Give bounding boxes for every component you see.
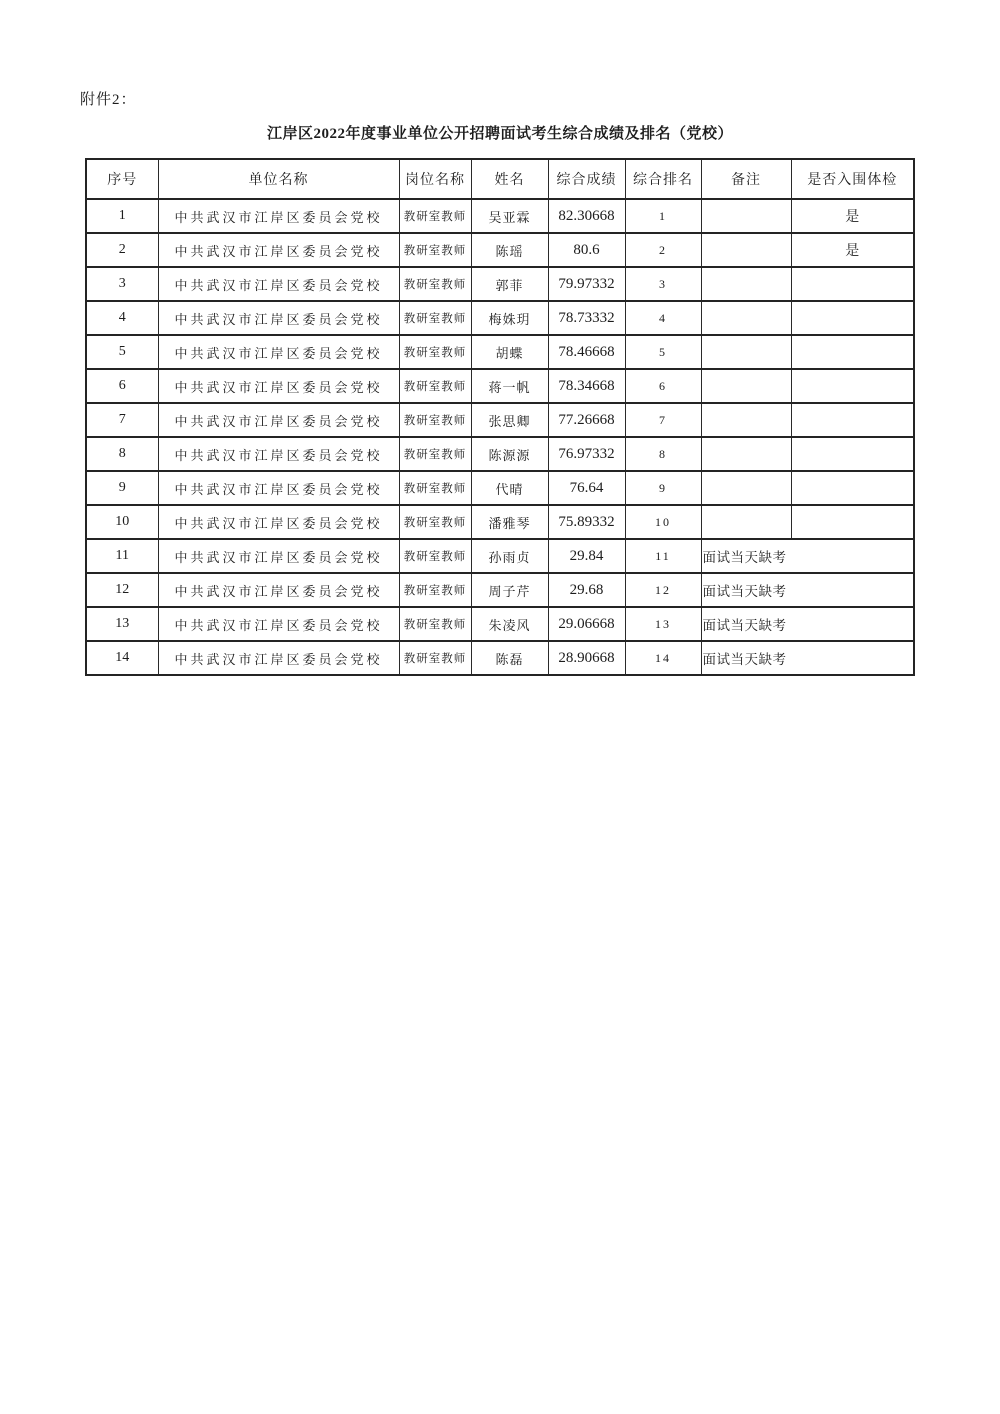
composite-score-cell: 78.46668	[548, 335, 625, 369]
row-number-cell: 7	[86, 403, 158, 437]
shortlisted-status-cell	[791, 403, 914, 437]
row-number-cell: 14	[86, 641, 158, 675]
shortlisted-status-cell	[791, 369, 914, 403]
position-name-cell: 教研室教师	[399, 471, 471, 505]
composite-score-cell: 78.73332	[548, 301, 625, 335]
page-title: 江岸区2022年度事业单位公开招聘面试考生综合成绩及排名（党校）	[266, 126, 733, 142]
table-row	[86, 403, 914, 437]
remark-cell	[701, 267, 791, 301]
composite-rank-cell: 1	[625, 199, 701, 233]
table-row	[86, 573, 914, 607]
shortlisted-status-cell: 是	[791, 233, 914, 267]
composite-score-cell: 78.34668	[548, 369, 625, 403]
unit-name-cell: 中共武汉市江岸区委员会党校	[158, 539, 399, 573]
candidate-name-cell: 周子芹	[471, 573, 548, 607]
candidate-name-cell: 朱凌风	[471, 607, 548, 641]
table-row	[86, 641, 914, 675]
results-table-body	[86, 199, 914, 675]
position-name-cell: 教研室教师	[399, 539, 471, 573]
table-row	[86, 539, 914, 573]
candidate-name-cell: 吴亚霖	[471, 199, 548, 233]
composite-rank-cell: 13	[625, 607, 701, 641]
composite-score-cell: 75.89332	[548, 505, 625, 539]
column-header-position: 岗位名称	[399, 159, 471, 199]
unit-name-cell: 中共武汉市江岸区委员会党校	[158, 199, 399, 233]
composite-score-cell: 79.97332	[548, 267, 625, 301]
candidate-name-cell: 梅姝玥	[471, 301, 548, 335]
row-number-cell: 11	[86, 539, 158, 573]
remark-cell	[701, 335, 791, 369]
shortlisted-status-cell	[791, 301, 914, 335]
unit-name-cell: 中共武汉市江岸区委员会党校	[158, 233, 399, 267]
remark-cell	[701, 403, 791, 437]
table-row	[86, 267, 914, 301]
row-number-cell: 4	[86, 301, 158, 335]
shortlisted-status-cell	[791, 335, 914, 369]
unit-name-cell: 中共武汉市江岸区委员会党校	[158, 267, 399, 301]
row-number-cell: 2	[86, 233, 158, 267]
candidate-name-cell: 孙雨贞	[471, 539, 548, 573]
position-name-cell: 教研室教师	[399, 301, 471, 335]
table-row	[86, 301, 914, 335]
remark-cell-merged: 面试当天缺考	[701, 641, 914, 675]
position-name-cell: 教研室教师	[399, 233, 471, 267]
candidate-name-cell: 蒋一帆	[471, 369, 548, 403]
shortlisted-status-cell: 是	[791, 199, 914, 233]
candidate-name-cell: 郭菲	[471, 267, 548, 301]
composite-rank-cell: 14	[625, 641, 701, 675]
candidate-name-cell: 陈瑶	[471, 233, 548, 267]
position-name-cell: 教研室教师	[399, 199, 471, 233]
composite-rank-cell: 4	[625, 301, 701, 335]
position-name-cell: 教研室教师	[399, 641, 471, 675]
remark-cell	[701, 301, 791, 335]
unit-name-cell: 中共武汉市江岸区委员会党校	[158, 403, 399, 437]
shortlisted-status-cell	[791, 267, 914, 301]
remark-cell	[701, 437, 791, 471]
candidate-name-cell: 张思卿	[471, 403, 548, 437]
row-number-cell: 1	[86, 199, 158, 233]
remark-cell-merged: 面试当天缺考	[701, 573, 914, 607]
position-name-cell: 教研室教师	[399, 573, 471, 607]
unit-name-cell: 中共武汉市江岸区委员会党校	[158, 471, 399, 505]
attachment-label: 附件2：	[80, 92, 137, 108]
composite-rank-cell: 6	[625, 369, 701, 403]
unit-name-cell: 中共武汉市江岸区委员会党校	[158, 369, 399, 403]
table-row	[86, 607, 914, 641]
composite-score-cell: 29.68	[548, 573, 625, 607]
column-header-rank: 综合排名	[625, 159, 701, 199]
composite-rank-cell: 2	[625, 233, 701, 267]
table-row	[86, 505, 914, 539]
row-number-cell: 10	[86, 505, 158, 539]
column-header-shortlisted: 是否入围体检	[791, 159, 914, 199]
position-name-cell: 教研室教师	[399, 369, 471, 403]
position-name-cell: 教研室教师	[399, 437, 471, 471]
candidate-name-cell: 代晴	[471, 471, 548, 505]
composite-rank-cell: 8	[625, 437, 701, 471]
row-number-cell: 8	[86, 437, 158, 471]
column-header-name: 姓名	[471, 159, 548, 199]
composite-score-cell: 77.26668	[548, 403, 625, 437]
row-number-cell: 5	[86, 335, 158, 369]
unit-name-cell: 中共武汉市江岸区委员会党校	[158, 607, 399, 641]
table-row	[86, 335, 914, 369]
remark-cell	[701, 471, 791, 505]
remark-cell-merged: 面试当天缺考	[701, 539, 914, 573]
composite-score-cell: 29.06668	[548, 607, 625, 641]
table-row	[86, 233, 914, 267]
remark-cell	[701, 369, 791, 403]
composite-score-cell: 80.6	[548, 233, 625, 267]
row-number-cell: 3	[86, 267, 158, 301]
remark-cell-merged: 面试当天缺考	[701, 607, 914, 641]
composite-rank-cell: 3	[625, 267, 701, 301]
unit-name-cell: 中共武汉市江岸区委员会党校	[158, 505, 399, 539]
unit-name-cell: 中共武汉市江岸区委员会党校	[158, 335, 399, 369]
candidate-name-cell: 胡蝶	[471, 335, 548, 369]
row-number-cell: 13	[86, 607, 158, 641]
remark-cell	[701, 199, 791, 233]
row-number-cell: 12	[86, 573, 158, 607]
composite-score-cell: 82.30668	[548, 199, 625, 233]
remark-cell	[701, 233, 791, 267]
shortlisted-status-cell	[791, 505, 914, 539]
shortlisted-status-cell	[791, 471, 914, 505]
composite-rank-cell: 5	[625, 335, 701, 369]
composite-rank-cell: 10	[625, 505, 701, 539]
composite-rank-cell: 9	[625, 471, 701, 505]
column-header-score: 综合成绩	[548, 159, 625, 199]
composite-score-cell: 76.97332	[548, 437, 625, 471]
composite-rank-cell: 11	[625, 539, 701, 573]
position-name-cell: 教研室教师	[399, 403, 471, 437]
unit-name-cell: 中共武汉市江岸区委员会党校	[158, 437, 399, 471]
table-row	[86, 471, 914, 505]
composite-rank-cell: 7	[625, 403, 701, 437]
candidate-name-cell: 陈磊	[471, 641, 548, 675]
remark-cell	[701, 505, 791, 539]
shortlisted-status-cell	[791, 437, 914, 471]
candidate-name-cell: 陈源源	[471, 437, 548, 471]
table-header-row	[86, 159, 914, 199]
composite-rank-cell: 12	[625, 573, 701, 607]
unit-name-cell: 中共武汉市江岸区委员会党校	[158, 641, 399, 675]
column-header-no: 序号	[86, 159, 158, 199]
composite-score-cell: 29.84	[548, 539, 625, 573]
row-number-cell: 9	[86, 471, 158, 505]
column-header-remark: 备注	[701, 159, 791, 199]
results-table	[85, 158, 915, 676]
composite-score-cell: 28.90668	[548, 641, 625, 675]
unit-name-cell: 中共武汉市江岸区委员会党校	[158, 573, 399, 607]
column-header-unit: 单位名称	[158, 159, 399, 199]
candidate-name-cell: 潘雅琴	[471, 505, 548, 539]
composite-score-cell: 76.64	[548, 471, 625, 505]
row-number-cell: 6	[86, 369, 158, 403]
table-row	[86, 437, 914, 471]
position-name-cell: 教研室教师	[399, 335, 471, 369]
position-name-cell: 教研室教师	[399, 607, 471, 641]
unit-name-cell: 中共武汉市江岸区委员会党校	[158, 301, 399, 335]
position-name-cell: 教研室教师	[399, 505, 471, 539]
table-row	[86, 199, 914, 233]
position-name-cell: 教研室教师	[399, 267, 471, 301]
table-row	[86, 369, 914, 403]
